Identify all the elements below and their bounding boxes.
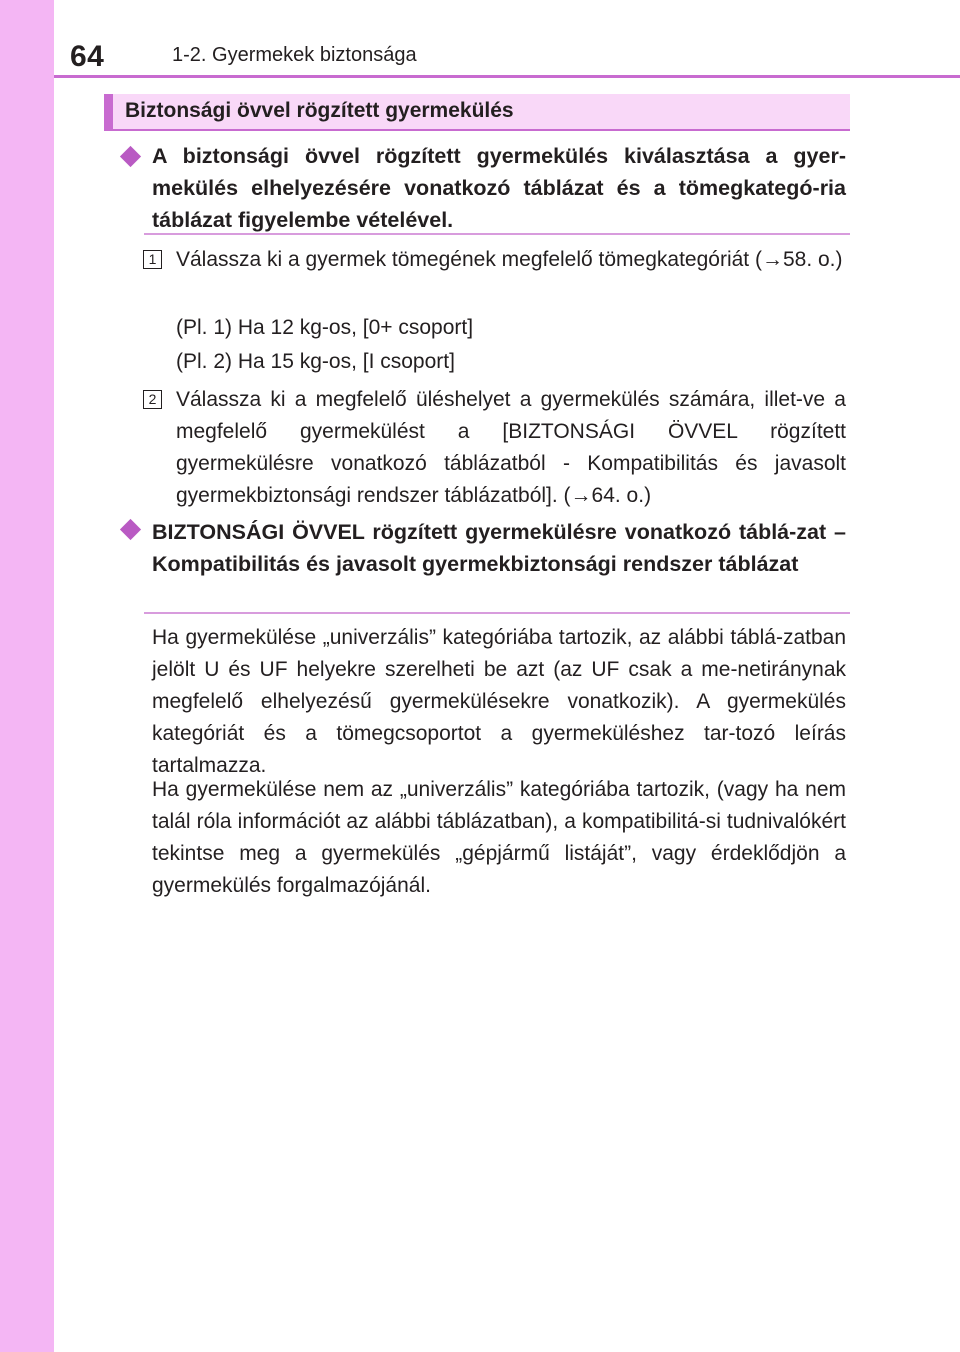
- section-title: Biztonsági övvel rögzített gyermekülés: [125, 99, 514, 122]
- step-1-example-2: (Pl. 2) Ha 15 kg-os, [I csoport]: [176, 350, 455, 373]
- step-1-example-1: (Pl. 1) Ha 12 kg-os, [0+ csoport]: [176, 316, 474, 339]
- block2-heading: BIZTONSÁGI ÖVVEL rögzített gyermekülésre vonatkozó táblá-zat – Kompatibilitás és javasolt gyermekbiztonsági rendszer táblázat: [152, 520, 846, 576]
- block2-rule: [144, 612, 850, 614]
- block1-rule: [144, 233, 850, 235]
- block2-paragraph-2: Ha gyermekülése nem az „univerzális” kategóriába tartozik, (vagy ha nem talál róla információt az alábbi táblázatban), a kompatibilitá-si tudnivalókért tekintse meg a gyermekülés „gépjármű listáját”, vagy érdeklődjön a gyermekülés forgalmazójánál.: [152, 778, 846, 897]
- page-number: 64: [70, 40, 105, 73]
- step-1-text: Válassza ki a gyermek tömegének megfelelő tömegkategóriát (→58. o.): [176, 248, 843, 271]
- chapter-title: 1-2. Gyermekek biztonsága: [172, 44, 417, 66]
- step-number-box: 1: [143, 250, 162, 269]
- diamond-bullet-icon: [120, 519, 141, 540]
- section-heading-box: [104, 94, 850, 131]
- header-rule: [54, 75, 960, 78]
- step-2-text: Válassza ki a megfelelő üléshelyet a gyermekülés számára, illet-ve a megfelelő gyermekülést a [BIZTONSÁGI ÖVVEL rögzített gyermekülésre vonatkozó táblázatból - Kompatibilitás és javasolt gyermekbiztonsági rendszer táblázatból]. (→64. o.): [176, 388, 846, 507]
- block2-paragraph-1: Ha gyermekülése „univerzális” kategóriába tartozik, az alábbi táblá-zatban jelölt U és UF helyekre szerelheti be azt (az UF csak a me-netiránynak megfelelő elhelyezésű gyermekülésekre vonatkozik). A gyermekülés kategóriát és a tömegcsoportot a gyermeküléshez tar-tozó leírás tartalmazza.: [152, 626, 846, 777]
- side-color-band: [0, 0, 54, 1352]
- step-number-box: 2: [143, 390, 162, 409]
- diamond-bullet-icon: [120, 146, 141, 167]
- block1-heading: A biztonsági övvel rögzített gyermekülés kiválasztása a gyer-mekülés elhelyezésére vonatkozó táblázat és a tömegkategó-ria táblázat figyelembe vételével.: [152, 144, 846, 232]
